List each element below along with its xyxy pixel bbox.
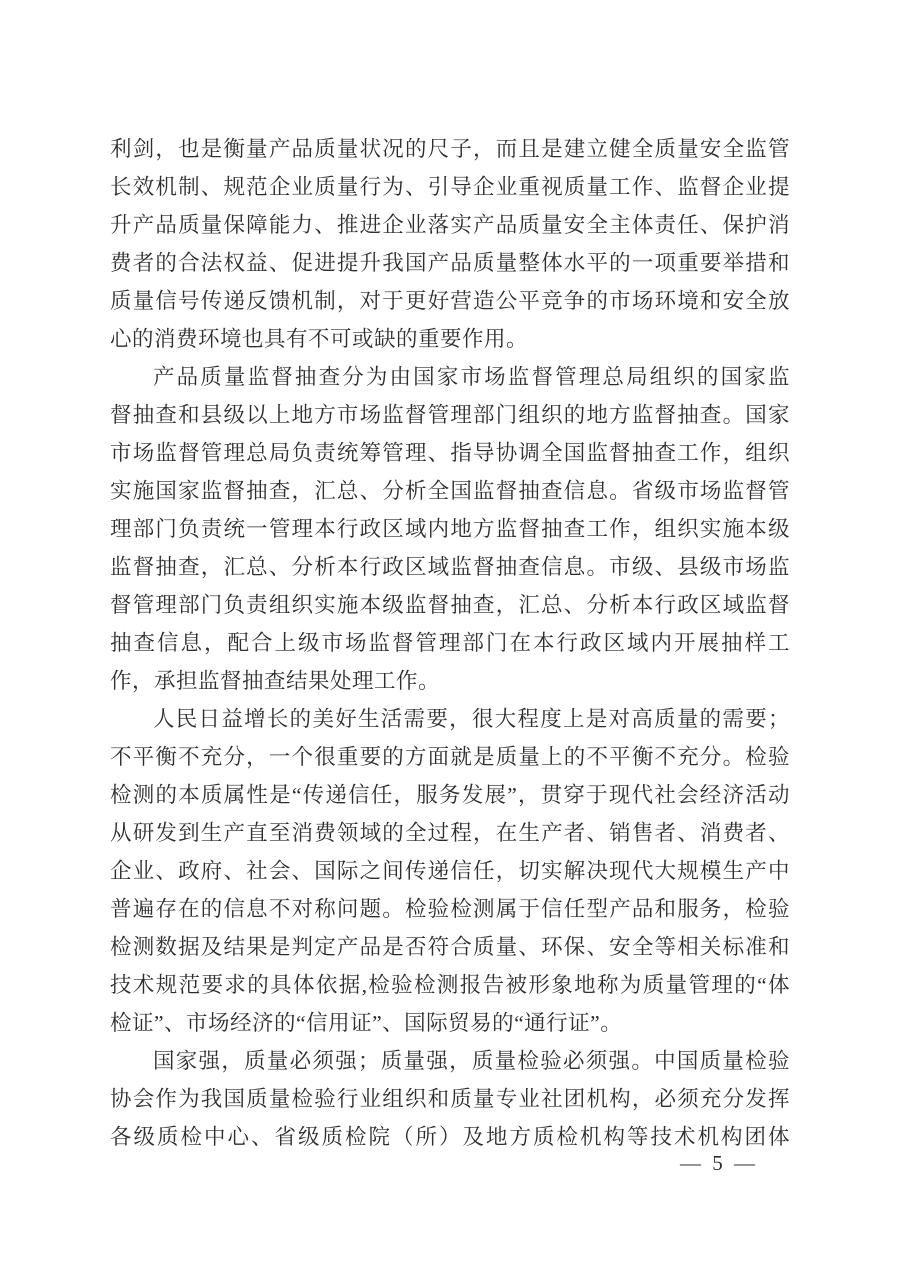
text-line: 企业、政府、社会、国际之间传递信任，切实解决现代大规模生产中: [110, 859, 790, 883]
text-line: 各级质检中心、省级质检院（所）及地方质检机构等技术机构团体: [110, 1125, 790, 1149]
text-line: 不平衡不充分，一个很重要的方面就是质量上的不平衡不充分。检验: [110, 745, 790, 769]
text-line: 升产品质量保障能力、推进企业落实产品质量安全主体责任、保护消: [110, 213, 790, 237]
text-line: 检证”、市场经济的“信用证”、国际贸易的“通行证”。: [110, 1011, 623, 1035]
document-body: [110, 130, 790, 1156]
page-number: — 5 —: [680, 1151, 758, 1175]
text-line: 督管理部门负责组织实施本级监督抽查，汇总、分析本行政区域监督: [110, 593, 790, 617]
text-line: 产品质量监督抽查分为由国家市场监督管理总局组织的国家监: [153, 365, 790, 389]
text-line: 理部门负责统一管理本行政区域内地方监督抽查工作，组织实施本级: [110, 517, 790, 541]
text-line: 监督抽查，汇总、分析本行政区域监督抽查信息。市级、县级市场监: [110, 555, 790, 579]
text-line: 检测的本质属性是“传递信任，服务发展”，贯穿于现代社会经济活动: [110, 783, 790, 807]
text-line: 抽查信息，配合上级市场监督管理部门在本行政区域内开展抽样工: [110, 631, 790, 655]
text-line: 作，承担监督抽查结果处理工作。: [110, 669, 441, 693]
text-line: 协会作为我国质量检验行业组织和质量专业社团机构，必须充分发挥: [110, 1087, 790, 1111]
text-line: 市场监督管理总局负责统筹管理、指导协调全国监督抽查工作，组织: [110, 441, 790, 465]
text-line: 心的消费环境也具有不可或缺的重要作用。: [110, 327, 529, 351]
text-line: 长效机制、规范企业质量行为、引导企业重视质量工作、监督企业提: [110, 175, 790, 199]
text-line: 实施国家监督抽查，汇总、分析全国监督抽查信息。省级市场监督管: [110, 479, 790, 503]
text-line: 从研发到生产直至消费领域的全过程，在生产者、销售者、消费者、: [110, 821, 790, 845]
text-line: 国家强，质量必须强；质量强，质量检验必须强。中国质量检验: [153, 1049, 790, 1073]
text-line: 普遍存在的信息不对称问题。检验检测属于信任型产品和服务，检验: [110, 897, 790, 921]
text-line: 质量信号传递反馈机制，对于更好营造公平竞争的市场环境和安全放: [110, 289, 790, 313]
text-line: 技术规范要求的具体依据,检验检测报告被形象地称为质量管理的“体: [110, 973, 790, 997]
text-line: 督抽查和县级以上地方市场监督管理部门组织的地方监督抽查。国家: [110, 403, 790, 427]
text-line: 费者的合法权益、促进提升我国产品质量整体水平的一项重要举措和: [110, 251, 790, 275]
text-line: 检测数据及结果是判定产品是否符合质量、环保、安全等相关标准和: [110, 935, 790, 959]
text-line: 人民日益增长的美好生活需要，很大程度上是对高质量的需要；: [153, 707, 790, 731]
text-line: 利剑，也是衡量产品质量状况的尺子，而且是建立健全质量安全监管: [110, 137, 790, 161]
